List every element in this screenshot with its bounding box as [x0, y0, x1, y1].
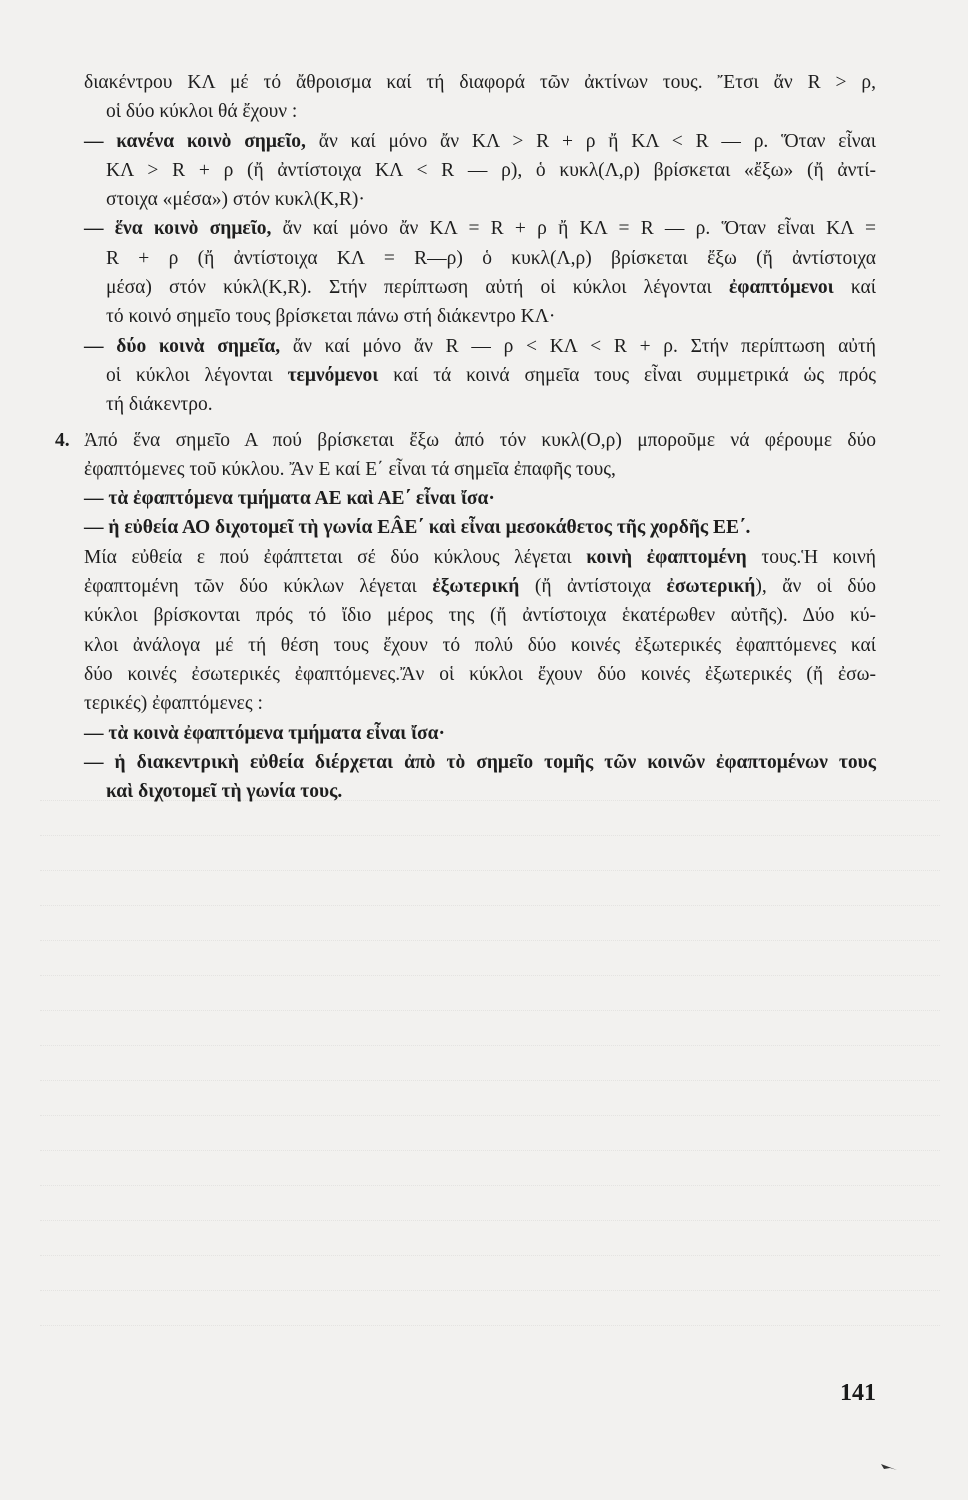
text-line	[84, 156, 876, 185]
line-10: ἄν καί μόνο ἄν R — ρ < ΚΛ < R + ρ. Στήν περίπτωση αὐτή	[280, 335, 876, 357]
term-common-tangent: κοινὴ ἐφαπτομένη	[586, 546, 747, 568]
text-line	[84, 97, 876, 126]
text-line	[84, 214, 876, 243]
text-line	[84, 185, 876, 214]
line-13: Ἀπό ἕνα σημεῖο Α πού βρίσκεται ἔξω ἀπό τόν κυκλ(Ο,ρ) μποροῦμε νά φέρουμε δύο	[84, 429, 876, 451]
line-17: Μία εὐθεία ε πού ἐφάπτεται σέ δύο κύκλους λέγεται	[84, 546, 587, 568]
line-11-end: καί τά κοινά σημεῖα τους εἶναι συμμετρικά ὡς πρός	[378, 364, 876, 386]
text-line	[84, 390, 876, 419]
line-01: διακέντρου ΚΛ μέ τό ἄθροισμα καί τή διαφορά τῶν ἀκτίνων τους. Ἔτσι ἄν R > ρ,	[84, 72, 876, 93]
line-22: τερικές) ἐφαπτόμενες :	[84, 693, 263, 715]
line-04: ΚΛ > R + ρ (ἤ ἀντίστοιχα ΚΛ < R — ρ), ὁ κυκλ(Λ,ρ) βρίσκεται «ἔξω» (ἤ ἀντί-	[106, 159, 876, 181]
term-tangent: ἐφαπτόμενοι	[728, 277, 834, 299]
body-text	[55, 68, 877, 806]
line-07: R + ρ (ἤ ἀντίστοιχα ΚΛ = R—ρ) ὁ κυκλ(Λ,ρ) βρίσκεται ἔξω (ἤ ἀντίστοιχα	[106, 247, 876, 269]
text-line	[84, 572, 876, 601]
line-03: ἄν καί μόνο ἄν ΚΛ > R + ρ ἤ ΚΛ < R — ρ. Ὅταν εἶναι	[305, 130, 876, 152]
line-09: τό κοινό σημεῖο τους βρίσκεται πάνω στή διάκεντρο ΚΛ·	[106, 306, 556, 328]
text-line	[84, 748, 876, 777]
case-two-label: — δύο κοινὰ σημεῖα,	[84, 335, 281, 357]
line-14: ἐφαπτόμενες τοῦ κύκλου. Ἄν Ε καί Ε΄ εἶναι τά σημεῖα ἐπαφῆς τους,	[84, 458, 616, 480]
text-line	[84, 777, 876, 806]
text-line	[55, 426, 876, 455]
text-line	[84, 332, 876, 361]
text-line	[84, 689, 876, 718]
line-12: τή διάκεντρο.	[106, 394, 213, 416]
term-external: ἐξωτερική	[432, 576, 520, 598]
text-line	[84, 660, 876, 689]
page-number: 141	[840, 1380, 876, 1406]
text-line	[84, 361, 876, 390]
line-18-end: ), ἄν οἱ δύο	[755, 576, 876, 598]
line-11: οἱ κύκλοι λέγονται	[106, 364, 288, 386]
text-line	[84, 244, 876, 273]
scan-mark-icon	[880, 1462, 898, 1472]
line-05: στοιχα «μέσα») στόν κυκλ(Κ,R)·	[106, 189, 365, 211]
case-none-label: — κανένα κοινὸ σημεῖο,	[84, 130, 306, 152]
line-24: — ἡ διακεντρικὴ εὐθεία διέρχεται ἀπὸ τὸ σημεῖο τομῆς τῶν κοινῶν ἐφαπτομένων τους	[84, 751, 876, 773]
text-line	[84, 513, 876, 542]
text-line	[84, 302, 876, 331]
text-line	[84, 543, 876, 572]
line-16: — ἡ εὐθεία ΑΟ διχοτομεῖ τὴ γωνία ΕÂΕ΄ καὶ εἶναι μεσοκάθετος τῆς χορδῆς ΕΕ΄.	[84, 517, 751, 539]
line-06: ἄν καί μόνο ἄν ΚΛ = R + ρ ἤ ΚΛ = R — ρ. Ὅταν εἶναι ΚΛ =	[271, 218, 877, 240]
text-line	[84, 127, 876, 156]
show-through-texture	[40, 770, 940, 1370]
term-intersecting: τεμνόμενοι	[287, 364, 379, 386]
text-line	[84, 631, 876, 660]
line-08: μέσα) στόν κύκλ(Κ,R). Στήν περίπτωση αὐτή οἱ κύκλοι λέγονται	[106, 277, 729, 299]
case-one-label: — ἕνα κοινὸ σημεῖο,	[84, 218, 272, 240]
text-line	[84, 601, 876, 630]
line-20: κλοι ἀνάλογα μέ τή θέση τους ἔχουν τό πολύ δύο κοινές ἐξωτερικές ἐφαπτόμενες καί	[84, 634, 876, 656]
line-02: οἱ δύο κύκλοι θά ἔχουν :	[106, 101, 298, 123]
text-line	[84, 68, 876, 97]
line-18-mid: (ἤ ἀντίστοιχα	[519, 576, 667, 598]
item-number-4: 4.	[55, 429, 70, 451]
line-21: δύο κοινές ἐσωτερικές ἐφαπτόμενες.Ἄν οἱ κύκλοι ἔχουν δύο κοινές ἐξωτερικές (ἤ ἐσω-	[84, 663, 876, 685]
text-line	[84, 273, 876, 302]
line-08-end: καί	[833, 277, 876, 299]
line-25: καὶ διχοτομεῖ τὴ γωνία τους.	[106, 781, 343, 803]
line-23: — τὰ κοινὰ ἐφαπτόμενα τμήματα εἶναι ἴσα·	[84, 722, 446, 744]
line-18: ἐφαπτομένη τῶν δύο κύκλων λέγεται	[84, 576, 433, 598]
line-17-end: τους.Ἡ κοινή	[746, 546, 876, 568]
text-line	[84, 484, 876, 513]
text-line	[84, 455, 876, 484]
line-19: κύκλοι βρίσκονται πρός τό ἴδιο μέρος της (ἤ ἀντίστοιχα ἑκατέρωθεν αὐτῆς). Δύο κύ-	[84, 605, 876, 627]
line-15: — τὰ ἐφαπτόμενα τμήματα ΑΕ καὶ ΑΕ΄ εἶναι ἴσα·	[84, 488, 495, 510]
text-line	[84, 719, 876, 748]
term-internal: ἐσωτερική	[666, 576, 756, 598]
